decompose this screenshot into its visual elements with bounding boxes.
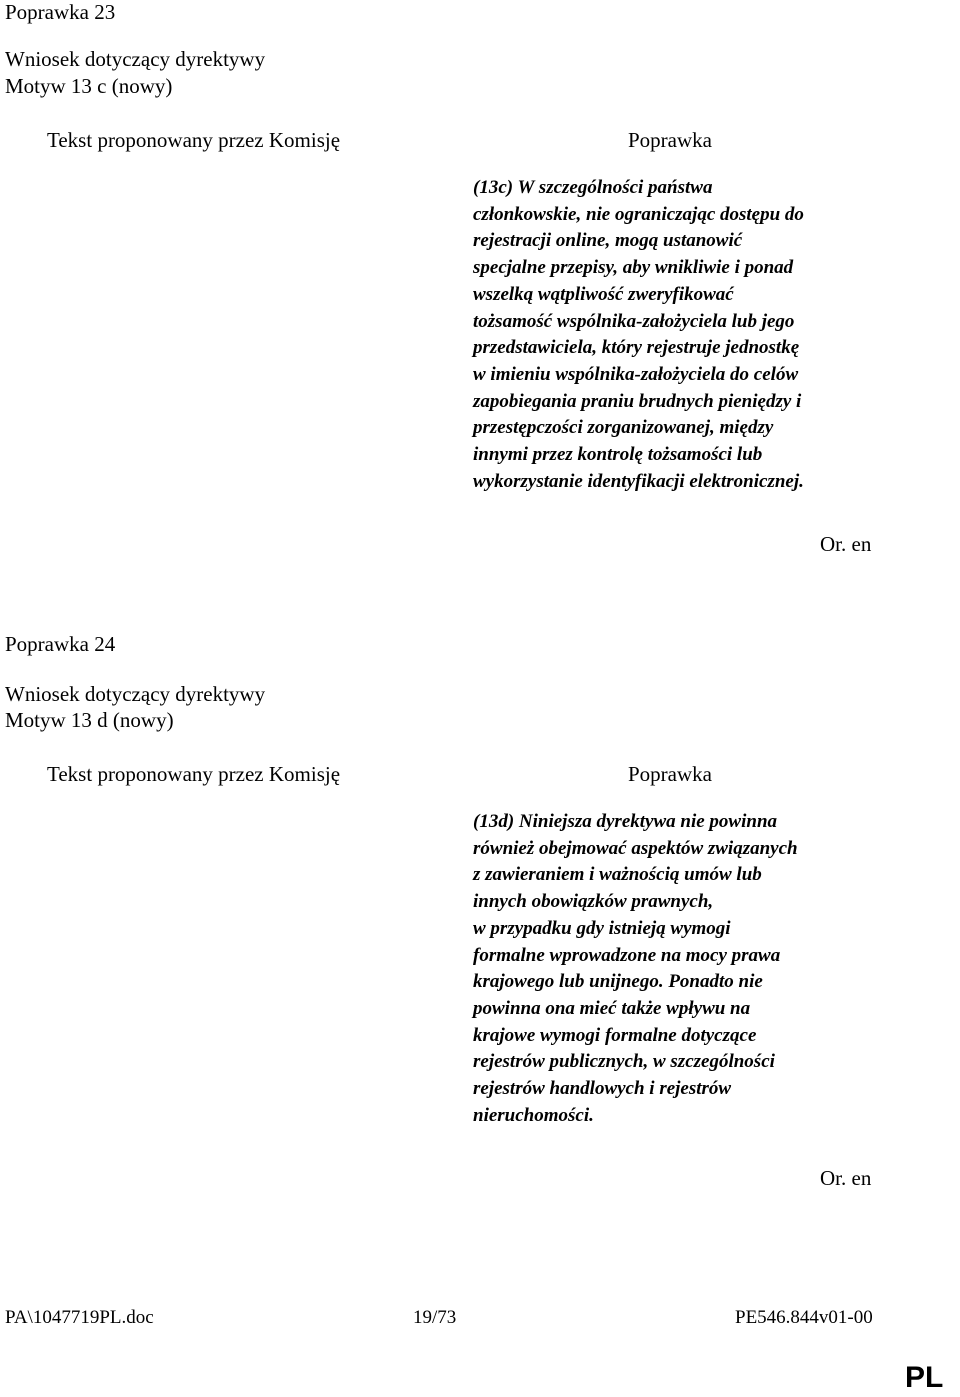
amendment-text-line: w przypadku gdy istnieją wymogi: [473, 917, 731, 939]
amendment-text-line: innych obowiązków prawnych,: [473, 891, 714, 913]
amendment-24-col-right-heading: Poprawka: [628, 762, 712, 786]
amendment-23-col-left-heading: Tekst proponowany przez Komisję: [47, 128, 341, 152]
amendment-24-text: [473, 809, 893, 1129]
amendment-text-line: zapobiegania praniu brudnych pieniędzy i: [473, 390, 802, 412]
footer-doc-ref: PA\1047719PL.doc: [5, 1307, 154, 1328]
amendment-text-line: (13d) Niniejsza dyrektywa nie powinna: [473, 811, 778, 832]
amendment-23-col-right-heading: Poprawka: [628, 128, 712, 152]
amendment-24-proposal: Wniosek dotyczący dyrektywy: [5, 682, 266, 706]
amendment-text-line: innymi przez kontrolę tożsamości lub: [473, 444, 763, 466]
amendment-23-proposal: Wniosek dotyczący dyrektywy: [5, 47, 266, 71]
footer-pe-ref: PE546.844v01-00: [735, 1307, 873, 1328]
amendment-text-line: w imieniu wspólnika-założyciela do celów: [473, 363, 799, 385]
amendment-24-recital: Motyw 13 d (nowy): [5, 708, 174, 732]
amendment-text-line: przestępczości zorganizowanej, między: [473, 417, 774, 439]
amendment-text-line: przedstawiciela, który rejestruje jednostkę: [473, 337, 800, 359]
footer-page-number: 19/73: [413, 1307, 457, 1328]
amendment-text-line: członkowskie, nie ograniczając dostępu do: [473, 203, 804, 225]
amendment-text-line: nieruchomości.: [473, 1104, 594, 1126]
amendment-23-recital: Motyw 13 c (nowy): [5, 74, 173, 98]
amendment-text-line: wykorzystanie identyfikacji elektronicznej.: [473, 470, 804, 492]
amendment-text-line: specjalne przepisy, aby wnikliwie i ponad: [473, 257, 794, 279]
amendment-text-line: krajowe wymogi formalne dotyczące: [473, 1024, 757, 1046]
footer-language-code: PL: [905, 1361, 944, 1394]
amendment-23-text: [473, 175, 893, 495]
amendment-text-line: z zawieraniem i ważnością umów lub: [473, 864, 762, 886]
amendment-24-col-left-heading: Tekst proponowany przez Komisję: [47, 762, 341, 786]
amendment-text-line: rejestrów handlowych i rejestrów: [473, 1078, 732, 1100]
amendment-24-title: Poprawka 24: [5, 632, 116, 656]
amendment-text-line: powinna ona mieć także wpływu na: [473, 997, 751, 1019]
amendment-text-line: wszelką wątpliwość zweryfikować: [473, 283, 734, 305]
amendment-text-line: (13c) W szczególności państwa: [473, 177, 713, 198]
amendment-23-title: Poprawka 23: [5, 0, 116, 24]
amendment-24-original-language: Or. en: [820, 1166, 872, 1190]
amendment-23-original-language: Or. en: [820, 532, 872, 556]
amendment-text-line: również obejmować aspektów związanych: [473, 837, 798, 859]
amendment-text-line: formalne wprowadzone na mocy prawa: [473, 944, 781, 966]
amendment-text-line: tożsamość wspólnika-założyciela lub jego: [473, 310, 795, 332]
amendment-text-line: rejestracji online, mogą ustanowić: [473, 230, 743, 252]
amendment-text-line: rejestrów publicznych, w szczególności: [473, 1051, 775, 1073]
amendment-text-line: krajowego lub unijnego. Ponadto nie: [473, 971, 763, 993]
